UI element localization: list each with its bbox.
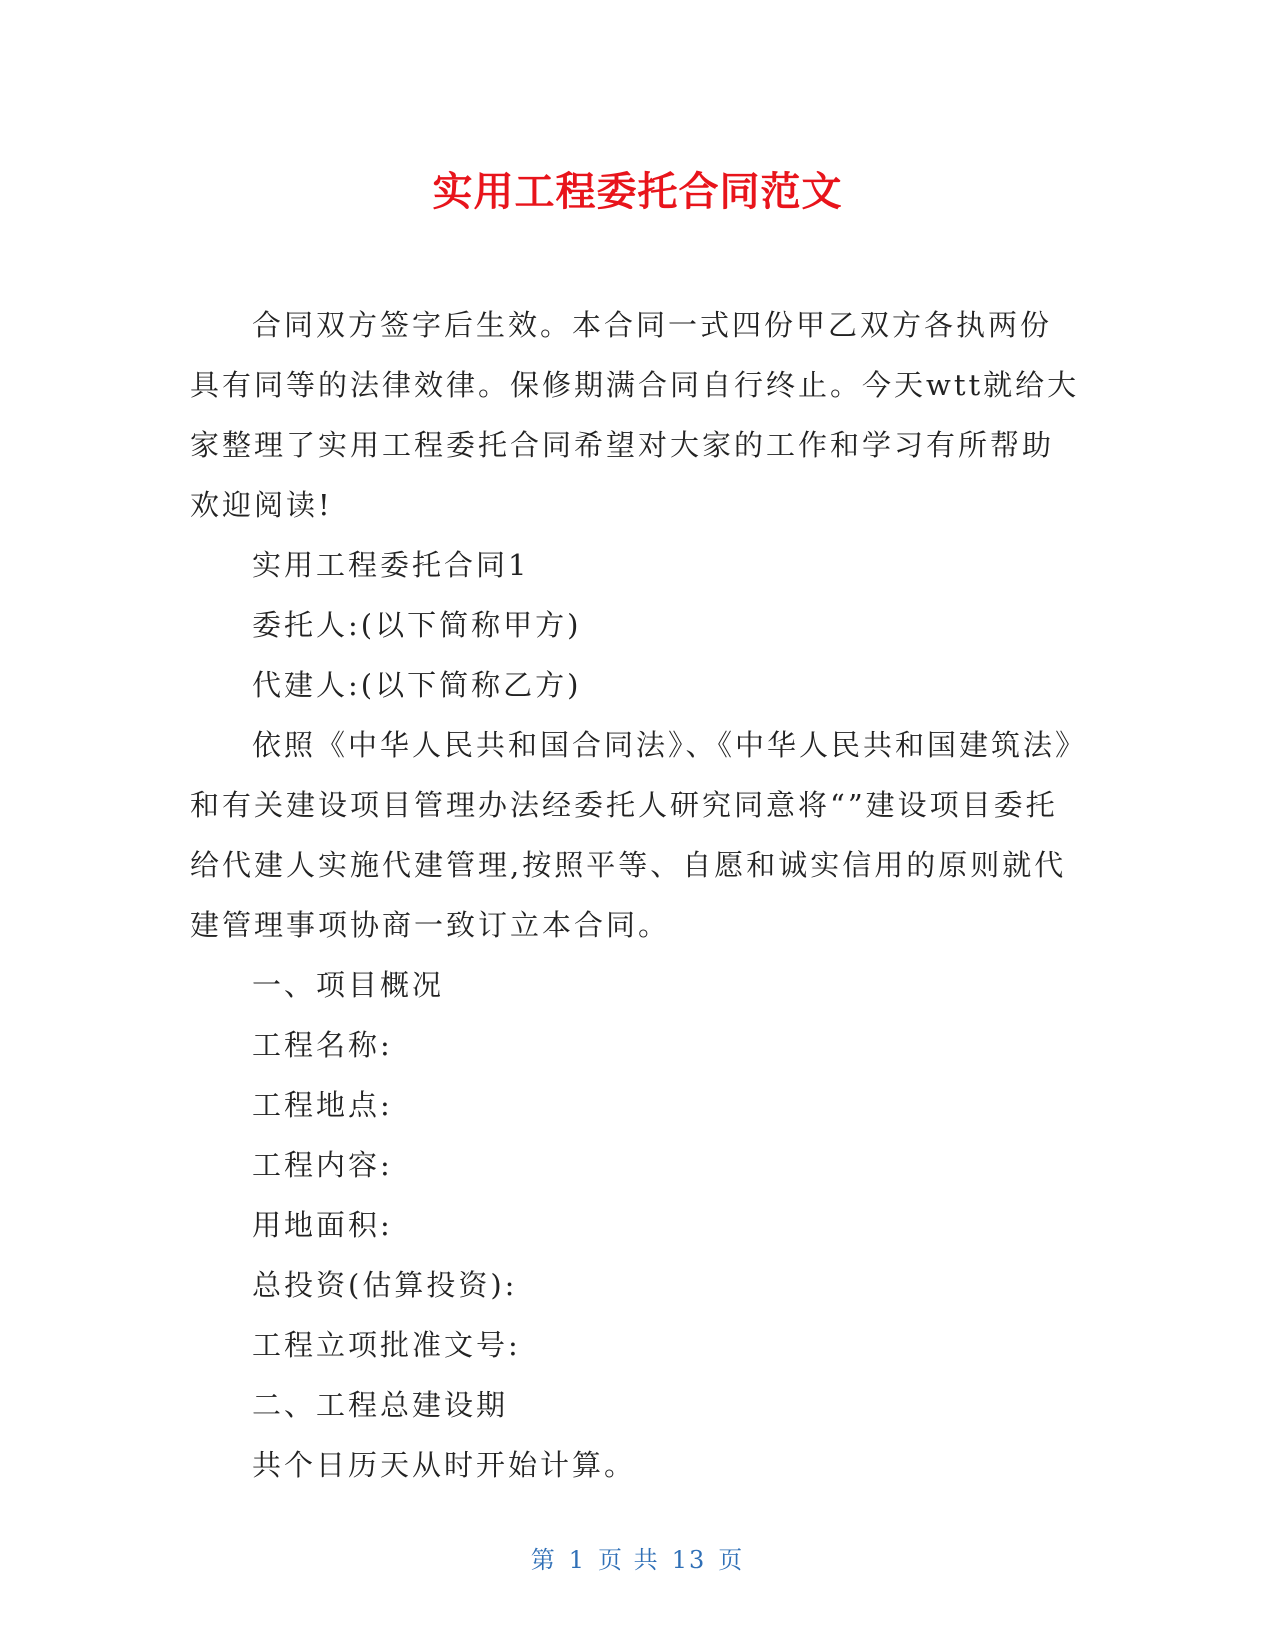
field-project-content: 工程内容: — [252, 1148, 393, 1182]
document-title: 实用工程委托合同范文 — [432, 169, 843, 215]
document-body — [190, 295, 1080, 1495]
field-project-location: 工程地点: — [252, 1088, 393, 1122]
section-heading-project-overview: 一、项目概况 — [252, 968, 445, 1002]
footer-current-page: 1 — [568, 1546, 587, 1574]
section-heading-construction-period: 二、工程总建设期 — [252, 1388, 509, 1422]
footer-prefix: 第 — [530, 1546, 557, 1574]
contract-heading: 实用工程委托合同1 — [252, 548, 530, 582]
intro-paragraph: 合同双方签字后生效。本合同一式四份甲乙双方各执两份具有同等的法律效律。保修期满合同自行终止。今天wtt就给大家整理了实用工程委托合同希望对大家的工作和学习有所帮助欢迎阅读! — [190, 308, 1080, 522]
field-total-investment: 总投资(估算投资): — [252, 1268, 518, 1302]
agent-line: 代建人:(以下简称乙方) — [252, 668, 582, 702]
page-footer — [0, 1540, 1275, 1575]
principal-line: 委托人:(以下简称甲方) — [252, 608, 582, 642]
footer-total-pages: 13 — [671, 1546, 707, 1574]
construction-period-line: 共个日历天从时开始计算。 — [252, 1448, 637, 1482]
field-approval-number: 工程立项批准文号: — [252, 1328, 521, 1362]
footer-suffix: 页 — [718, 1546, 745, 1574]
field-project-name: 工程名称: — [252, 1028, 393, 1062]
field-land-area: 用地面积: — [252, 1208, 393, 1242]
footer-middle: 页 共 — [598, 1546, 660, 1574]
legal-basis-paragraph: 依照《中华人民共和国合同法》、《中华人民共和国建筑法》和有关建设项目管理办法经委托人研究同意将“”建设项目委托给代建人实施代建管理,按照平等、自愿和诚实信用的原则就代建管理事项协商一致订立本合同。 — [190, 728, 1073, 942]
